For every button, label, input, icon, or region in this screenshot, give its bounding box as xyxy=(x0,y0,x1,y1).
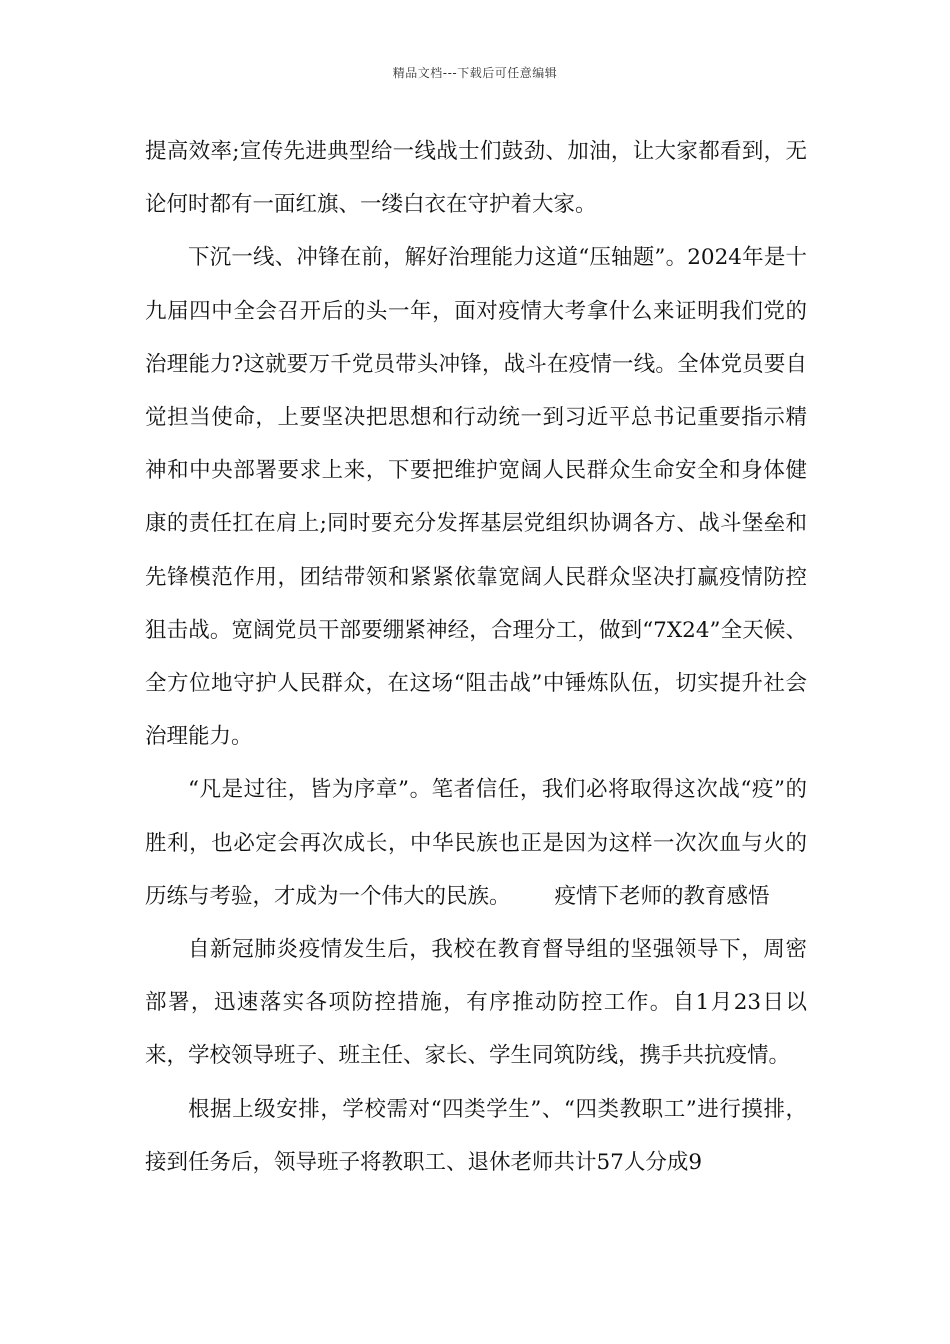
paragraph-1: 提高效率;宣传先进典型给一线战士们鼓劲、加油，让大家都看到，无论何时都有一面红旗、一缕白衣在守护着大家。 xyxy=(145,139,807,218)
page-header: 精品文档---下载后可任意编辑 xyxy=(392,66,558,80)
paragraph-3 xyxy=(145,763,807,923)
paragraph-4: 自新冠肺炎疫情发生后，我校在教育督导组的坚强领导下，周密部署，迅速落实各项防控措施，有序推动防控工作。自1月23日以来，学校领导班子、班主任、家长、学生同筑防线，携手共抗疫情。 xyxy=(145,937,807,1069)
section-title-inline: 疫情下老师的教育感悟 xyxy=(554,883,770,909)
paragraph-5: 根据上级安排，学校需对“四类学生”、“四类教职工”进行摸排，接到任务后，领导班子将教职工、退休老师共计57人分成9 xyxy=(145,1096,807,1175)
paragraph-3-text: “凡是过往，皆为序章”。笔者信任，我们必将取得这次战“疫”的胜利，也必定会再次成长，中华民族也正是因为这样一次次血与火的历练与考验，才成为一个伟大的民族。 xyxy=(145,777,807,909)
document-body xyxy=(145,125,807,1189)
paragraph-2: 下沉一线、冲锋在前，解好治理能力这道“压轴题”。2024年是十九届四中全会召开后的头一年，面对疫情大考拿什么来证明我们党的治理能力?这就要万千党员带头冲锋，战斗在疫情一线。全体党员要自觉担当使命，上要坚决把思想和行动统一到习近平总书记重要指示精神和中央部署要求上来，下要把维护宽阔人民群众生命安全和身体健康的责任扛在肩上;同时要充分发挥基层党组织协调各方、战斗堡垒和先锋模范作用，团结带领和紧紧依靠宽阔人民群众坚决打赢疫情防控狙击战。宽阔党员干部要绷紧神经，合理分工，做到“7X24”全天候、全方位地守护人民群众，在这场“阻击战”中锤炼队伍，切实提升社会治理能力。 xyxy=(145,245,807,750)
